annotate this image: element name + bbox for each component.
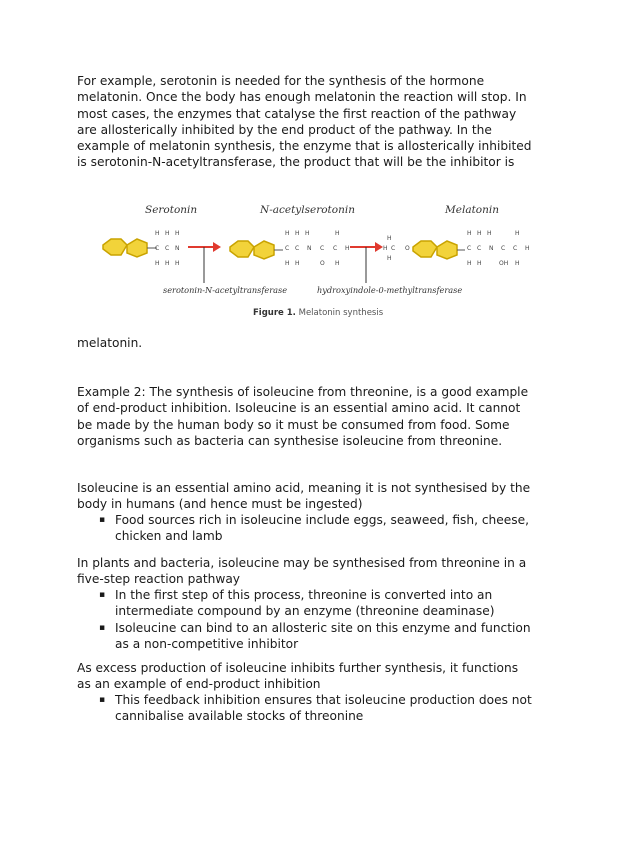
bullet-icon: ▪ (99, 695, 106, 705)
atom-symbol: H (305, 230, 310, 237)
atom-symbol: H (335, 260, 340, 267)
section1-paragraph (77, 480, 557, 513)
section2-bullets (77, 587, 557, 652)
atom-symbol: OH (499, 260, 509, 267)
aromatic-ring (127, 239, 147, 257)
section2-line: five-step reaction pathway (77, 572, 241, 587)
intro-line: is serotonin-N-acetyltransferase, the product that will be the inhibitor is (77, 155, 515, 170)
figure-diagram (95, 195, 539, 320)
example2-line: of end-product inhibition. Isoleucine is an essential amino acid. It cannot (77, 401, 521, 416)
bullet-icon: ▪ (99, 622, 106, 633)
atom-symbol: H (175, 260, 180, 267)
atom-symbol: H (515, 230, 520, 237)
atom-symbol: N (489, 245, 494, 252)
serotonin-structure (103, 230, 180, 267)
intro-line: are allosterically inhibited by the end product of the pathway. In the (77, 122, 492, 137)
atom-symbol: H (477, 230, 482, 237)
section3-bullets (77, 692, 557, 725)
melatonin-structure (383, 230, 530, 267)
atom-symbol: H (487, 230, 492, 237)
atom-symbol: N (307, 245, 312, 252)
section3-paragraph (77, 660, 557, 693)
example2-label: Example 2: (77, 385, 146, 399)
enzyme-label-1: serotonin-N-acetyltransferase (163, 285, 288, 295)
molecule-label-n-acetylserotonin: N-acetylserotonin (260, 204, 355, 216)
list-item: ▪ Isoleucine can bind to an allosteric site on this enzyme and function as a non-competitive inhibitor (99, 620, 531, 651)
atom-symbol: H (335, 230, 340, 237)
atom-symbol: H (387, 255, 392, 262)
atom-symbol: C (467, 245, 472, 252)
section3-line: As excess production of isoleucine inhibits further synthesis, it functions (77, 661, 519, 675)
atom-symbol: H (165, 230, 170, 237)
atom-symbol: O (405, 245, 410, 252)
aromatic-ring (437, 241, 457, 259)
atom-symbol: H (387, 235, 392, 242)
reaction-arrow-2-head (375, 242, 383, 252)
atom-symbol: C (295, 245, 300, 252)
intro-line: For example, serotonin is needed for the synthesis of the hormone (77, 74, 485, 88)
aromatic-ring (230, 241, 254, 257)
section1-line: body in humans (and hence must be ingested) (77, 497, 363, 512)
atom-symbol: C (155, 245, 160, 252)
intro-line: most cases, the enzymes that catalyse the first reaction of the pathway (77, 106, 517, 121)
atom-symbol: C (391, 245, 396, 252)
figure-caption-bold: Figure 1. (253, 308, 296, 318)
example2-line: be made by the human body so it must be consumed from food. Some (77, 417, 510, 432)
atom-symbol: H (295, 230, 300, 237)
atom-symbol: H (467, 230, 472, 237)
atom-symbol: H (285, 230, 290, 237)
example2-paragraph (77, 384, 557, 449)
atom-symbol: H (383, 245, 388, 252)
molecule-label-serotonin: Serotonin (145, 204, 198, 216)
intro-continuation: melatonin. (77, 336, 143, 350)
atom-symbol: H (467, 260, 472, 267)
list-item: ▪ Food sources rich in isoleucine include eggs, seaweed, fish, cheese, chicken and lamb (99, 513, 529, 544)
section2-line: In plants and bacteria, isoleucine may be synthesised from threonine in a (77, 556, 527, 570)
example2-line: The synthesis of isoleucine from threonine, is a good example (145, 385, 529, 399)
atom-symbol: H (175, 230, 180, 237)
section2-paragraph (77, 555, 557, 588)
section1-line: Isoleucine is an essential amino acid, meaning it is not synthesised by the (77, 481, 531, 495)
section3-line: as an example of end-product inhibition (77, 677, 321, 692)
enzyme-label-2: hydroxyindole-0-methyltransferase (317, 285, 463, 295)
atom-symbol: H (525, 245, 530, 252)
atom-symbol: C (501, 245, 506, 252)
aromatic-ring (254, 241, 274, 259)
atom-symbol: C (477, 245, 482, 252)
atom-symbol: H (155, 260, 160, 267)
atom-symbol: H (155, 230, 160, 237)
atom-symbol: C (165, 245, 170, 252)
list-item: ▪ In the first step of this process, threonine is converted into an intermediate compound by an enzyme (threonine deaminase) (99, 588, 495, 619)
list-item: ▪ This feedback inhibition ensures that isoleucine production does not cannibalise available stocks of threonine (99, 693, 532, 724)
figure-caption-text: Melatonin synthesis (295, 308, 384, 318)
section1-bullets (77, 512, 557, 545)
atom-symbol: O (320, 260, 325, 267)
atom-symbol: H (477, 260, 482, 267)
atom-symbol: C (513, 245, 518, 252)
figure-caption (253, 308, 384, 318)
bullet-icon: ▪ (99, 590, 106, 600)
intro-line: melatonin. Once the body has enough melatonin the reaction will stop. In (77, 90, 527, 105)
atom-symbol: C (320, 245, 325, 252)
intro-line: example of melatonin synthesis, the enzyme that is allosterically inhibited (77, 139, 532, 154)
molecule-label-melatonin: Melatonin (445, 204, 500, 216)
atom-symbol: N (175, 245, 180, 252)
aromatic-ring (103, 239, 127, 255)
atom-symbol: H (515, 260, 520, 267)
bullet-icon: ▪ (99, 515, 106, 525)
example2-line: organisms such as bacteria can synthesise isoleucine from threonine. (77, 433, 503, 448)
atom-symbol: H (345, 245, 350, 252)
melatonin-synthesis-figure (95, 195, 539, 320)
aromatic-ring (413, 241, 437, 257)
reaction-arrow-1-head (213, 242, 221, 252)
n-acetylserotonin-structure (230, 230, 350, 267)
atom-symbol: C (333, 245, 338, 252)
atom-symbol: C (285, 245, 290, 252)
intro-paragraph (77, 73, 557, 171)
atom-symbol: H (295, 260, 300, 267)
atom-symbol: H (285, 260, 290, 267)
atom-symbol: H (165, 260, 170, 267)
